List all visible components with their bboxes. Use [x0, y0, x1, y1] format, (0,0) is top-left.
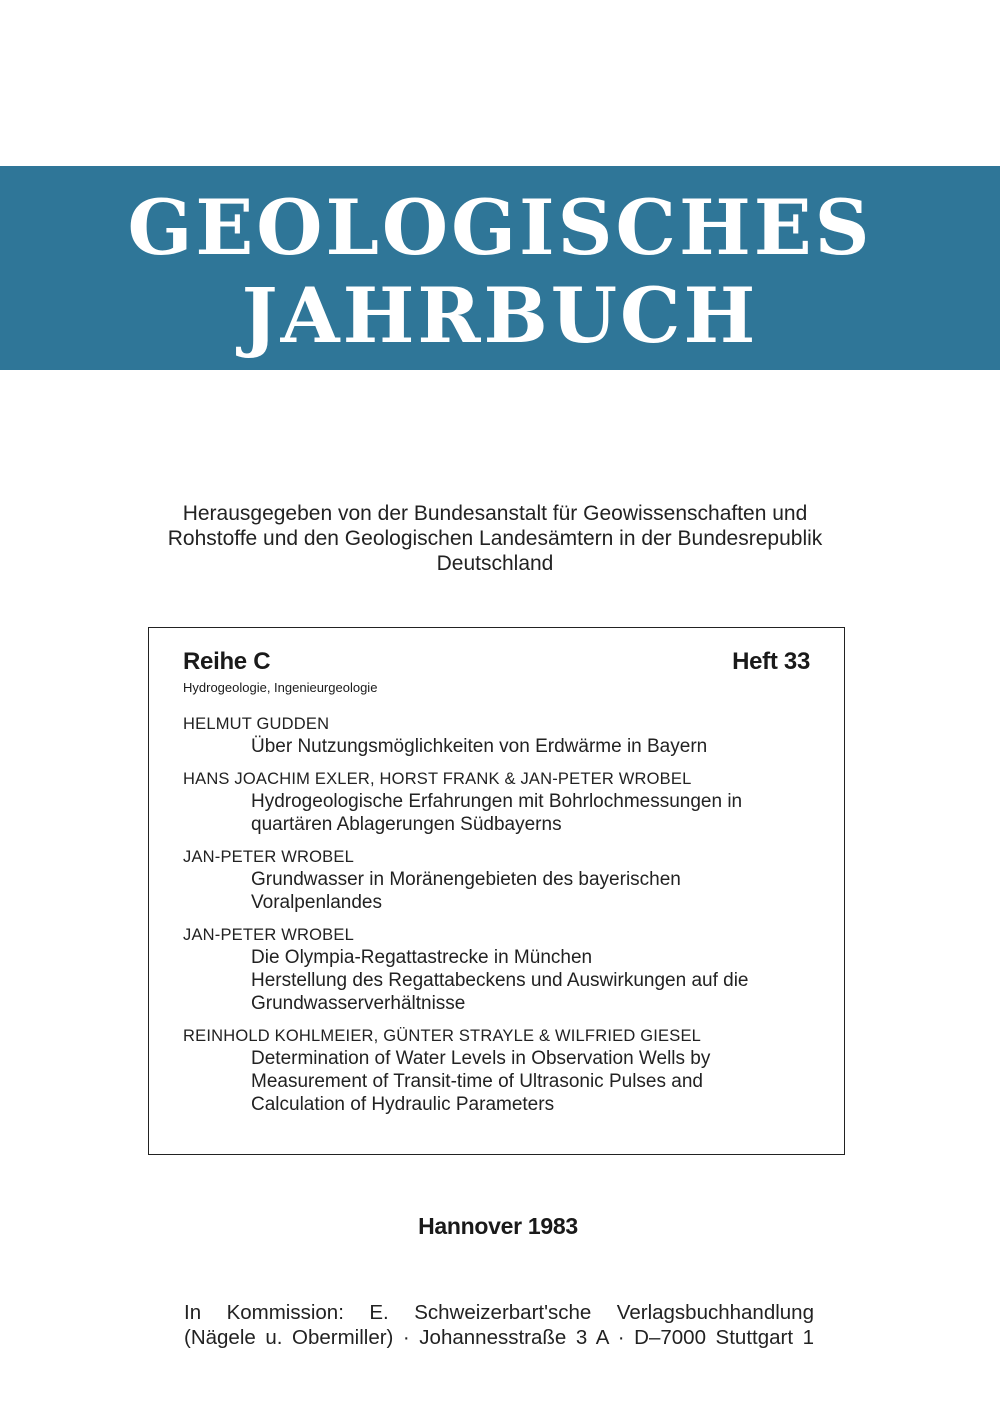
article-title-line: Measurement of Transit-time of Ultrasonic Pulses and [251, 1071, 703, 1092]
commission-line: (Nägele u. Obermiller) · Johannesstraße 3 A · D–7000 Stuttgart 1 [184, 1326, 814, 1349]
publisher-statement [130, 501, 860, 576]
article-entry [183, 924, 823, 1015]
commission-statement [184, 1300, 814, 1350]
article-author: HELMUT GUDDEN [183, 715, 330, 733]
series-subtitle: Hydrogeologie, Ingenieurgeologie [183, 680, 378, 695]
issue-label: Heft 33 [732, 648, 810, 675]
publisher-line: Deutschland [436, 552, 554, 575]
commission-line: In Kommission: E. Schweizerbart'sche Verlagsbuchhandlung [184, 1301, 814, 1324]
article-author: JAN-PETER WROBEL [183, 926, 354, 944]
place-and-year: Hannover 1983 [418, 1213, 578, 1239]
article-author: REINHOLD KOHLMEIER, GÜNTER STRAYLE & WILFRIED GIESEL [183, 1027, 702, 1045]
article-entry [183, 713, 823, 758]
publisher-line: Herausgegeben von der Bundesanstalt für Geowissenschaften und [182, 502, 808, 525]
contents-box [148, 627, 845, 1155]
journal-title-line-1: GEOLOGISCHES [127, 183, 873, 272]
article-author: JAN-PETER WROBEL [183, 848, 354, 866]
article-title-line: Über Nutzungsmöglichkeiten von Erdwärme in Bayern [251, 736, 708, 757]
article-list [183, 713, 823, 1126]
article-entry [183, 846, 823, 914]
article-author: HANS JOACHIM EXLER, HORST FRANK & JAN-PETER WROBEL [183, 770, 692, 788]
article-entry [183, 768, 823, 836]
article-title-line: Herstellung des Regattabeckens und Auswirkungen auf die [251, 970, 749, 991]
article-title-line: quartären Ablagerungen Südbayerns [251, 814, 562, 835]
article-title-line: Grundwasserverhältnisse [251, 993, 466, 1014]
series-label: Reihe C [183, 648, 271, 675]
article-title-line: Determination of Water Levels in Observation Wells by [251, 1048, 711, 1069]
title-banner [0, 166, 1000, 370]
article-entry [183, 1025, 823, 1116]
article-title-line: Calculation of Hydraulic Parameters [251, 1094, 555, 1115]
article-title-line: Die Olympia-Regattastrecke in München [251, 947, 593, 968]
article-title-line: Voralpenlandes [251, 892, 382, 913]
article-title-line: Grundwasser in Moränengebieten des bayerischen [251, 869, 681, 890]
publisher-line: Rohstoffe und den Geologischen Landesämtern in der Bundesrepublik [167, 527, 823, 550]
article-title-line: Hydrogeologische Erfahrungen mit Bohrlochmessungen in [251, 791, 743, 812]
journal-title-line-2: JAHRBUCH [241, 271, 759, 360]
